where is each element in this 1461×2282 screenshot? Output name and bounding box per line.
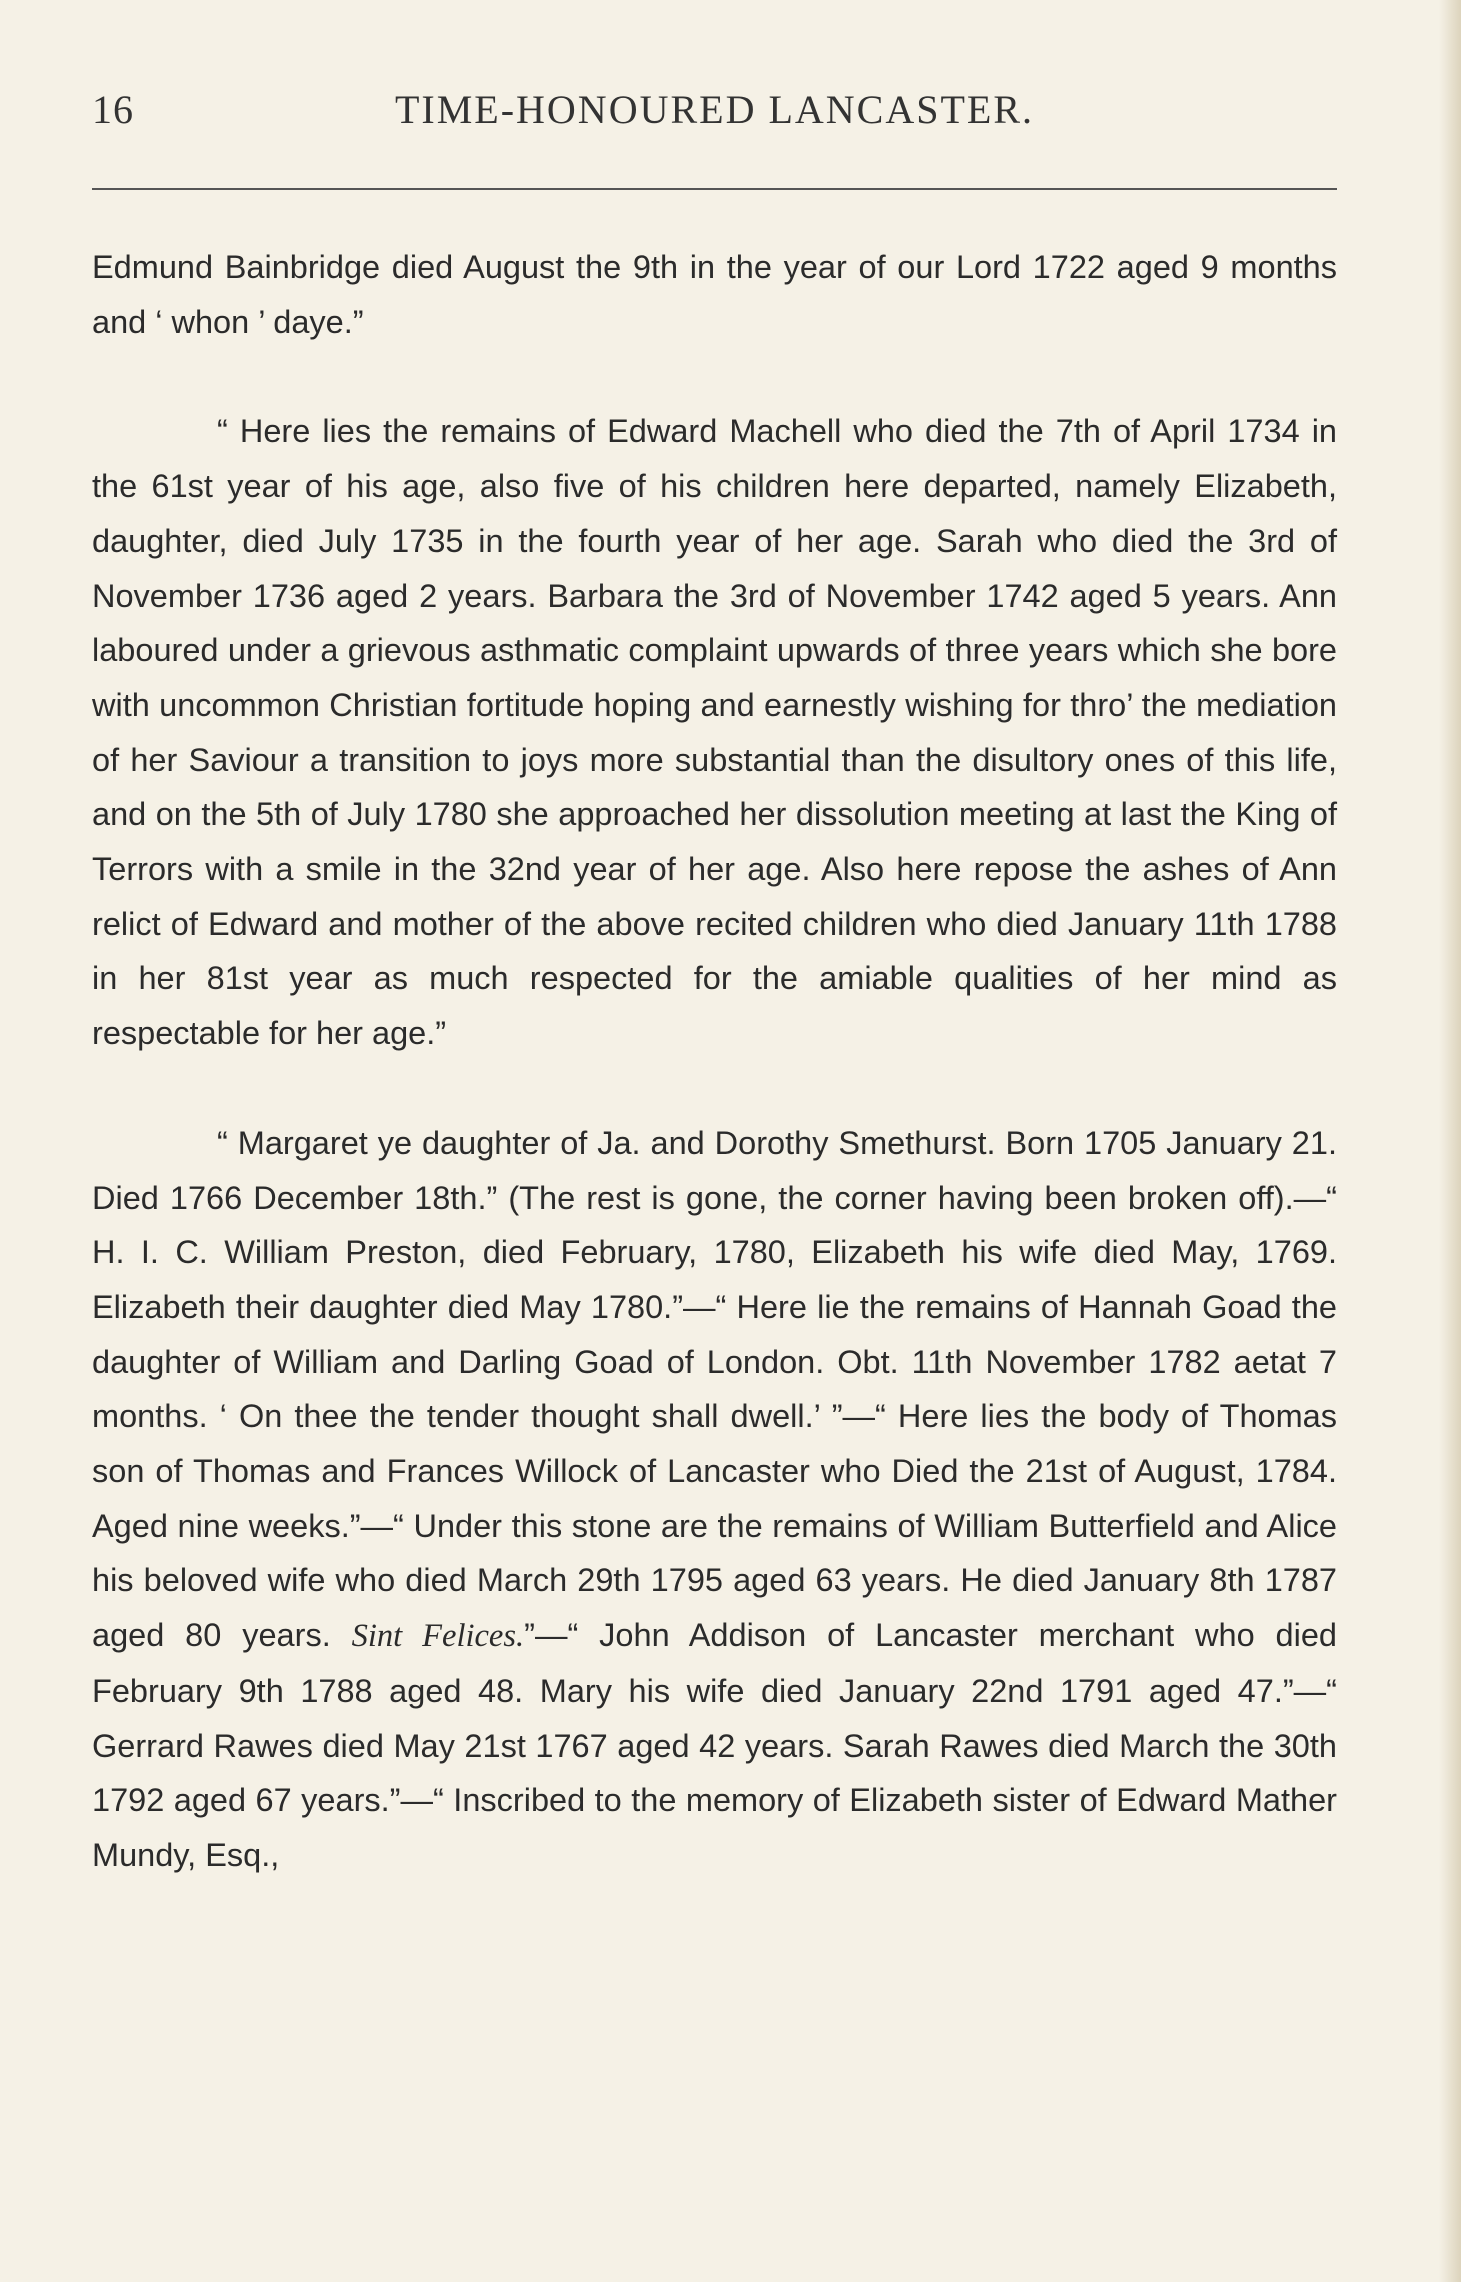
page-number: 16 [92,87,134,132]
italic-sint-felices: Sint Felices. [351,1618,525,1655]
body-text [92,240,1337,1883]
running-title: TIME-HONOURED LANCASTER. [394,87,1035,132]
paragraph-smethurst-text-before: “ Margaret ye daughter of Ja. and Dorothy Smethurst. Born 1705 January 21. Died 1766 December 18th.” (The rest is gone, the corner having been broken off).—“ H. I. C. William Preston, died February, 1780, Elizabeth his wife died May, 1769. Elizabeth their daughter died May 1780.”—“ Here lie the remains of Hannah Goad the daughter of William and Darling Goad of London. Obt. 11th November 1782 aetat 7 months. ‘ On thee the tender thought shall dwell.’ ”—“ Here lies the body of Thomas son of Thomas and Frances Willock of Lancaster who Died the 21st of August, 1784. Aged nine weeks.”—“ Under this stone are the remains of William Butterfield and Alice his beloved wife who died March 29th 1795 aged 63 years. He died January 8th 1787 aged 80 years. [92,1124,1337,1654]
header-rule [92,188,1337,190]
paragraph-machell: “ Here lies the remains of Edward Machell who died the 7th of April 1734 in the 61st year of his age, also five of his children here departed, namely Elizabeth, daughter, died July 1735 in the fourth year of her age. Sarah who died the 3rd of November 1736 aged 2 years. Barbara the 3rd of November 1742 aged 5 years. Ann laboured under a grievous asthmatic complaint upwards of three years which she bore with uncommon Christian fortitude hoping and earnestly wishing for thro’ the mediation of her Saviour a transition to joys more substantial than the disultory ones of this life, and on the 5th of July 1780 she approached her dissolution meeting at last the King of Terrors with a smile in the 32nd year of her age. Also here repose the ashes of Ann relict of Edward and mother of the above recited children who died January 11th 1788 in her 81st year as much respected for the amiable qualities of her mind as respectable for her age.” [92,413,1337,1052]
paragraph-bainbridge: Edmund Bainbridge died August the 9th in the year of our Lord 1722 aged 9 months and ‘ whon ’ daye.” [92,249,1337,340]
paragraph-smethurst-text-after: ”—“ John Addison of Lancaster merchant who died February 9th 1788 aged 48. Mary his wife died January 22nd 1791 aged 47.”—“ Gerrard Rawes died May 21st 1767 aged 42 years. Sarah Rawes died March the 30th 1792 aged 67 years.”—“ Inscribed to the memory of Elizabeth sister of Edward Mather Mundy, Esq., [92,1617,1337,1873]
page-header [92,86,1337,146]
paragraph-smethurst [92,1116,1337,1883]
page-edge-shadow [1439,0,1461,2282]
